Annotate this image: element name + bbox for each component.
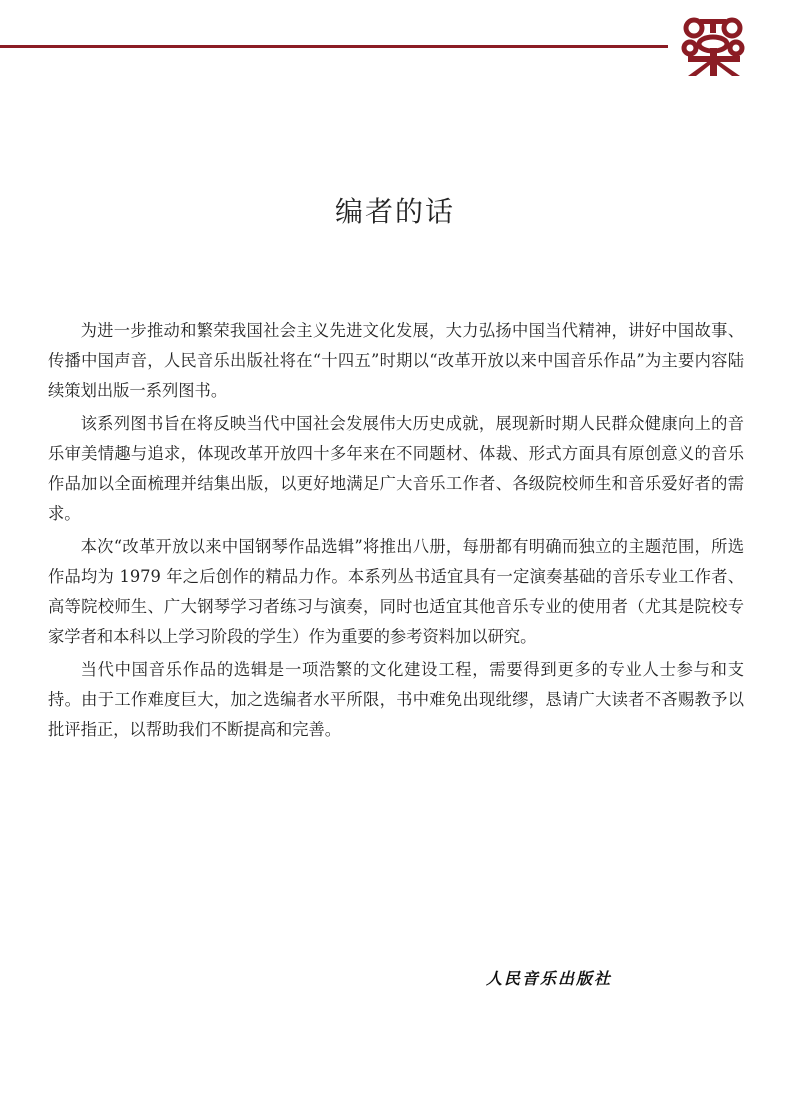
body-text xyxy=(48,316,744,748)
paragraph: 该系列图书旨在将反映当代中国社会发展伟大历史成就，展现新时期人民群众健康向上的音乐审美情趣与追求，体现改革开放四十多年来在不同题材、体裁、形式方面具有原创意义的音乐作品加以全面梳理并结集出版，以更好地满足广大音乐工作者、各级院校师生和音乐爱好者的需求。 xyxy=(48,414,744,523)
page-title: 编者的话 xyxy=(334,195,455,228)
paragraph: 本次“改革开放以来中国钢琴作品选辑”将推出八册，每册都有明确而独立的主题范围，所选作品均为 1979 年之后创作的精品力作。本系列丛书适宜具有一定演奏基础的音乐专业工作者、高等院校师生、广大钢琴学习者练习与演奏，同时也适宜其他音乐专业的使用者（尤其是院校专家学者和本科以上学习阶段的学生）作为重要的参考资料加以研究。 xyxy=(48,537,744,646)
rong-publisher-logo-icon xyxy=(680,16,748,78)
paragraph: 为进一步推动和繁荣我国社会主义先进文化发展，大力弘扬中国当代精神，讲好中国故事、传播中国声音，人民音乐出版社将在“十四五”时期以“改革开放以来中国音乐作品”为主要内容陆续策划出版一系列图书。 xyxy=(48,321,744,400)
publisher-signature: 人民音乐出版社 xyxy=(486,969,613,988)
header-rule xyxy=(0,45,668,48)
paragraph: 当代中国音乐作品的选辑是一项浩繁的文化建设工程，需要得到更多的专业人士参与和支持。由于工作难度巨大，加之选编者水平所限，书中难免出现纰缪，恳请广大读者不吝赐教予以批评指正，以帮助我们不断提高和完善。 xyxy=(48,660,744,739)
